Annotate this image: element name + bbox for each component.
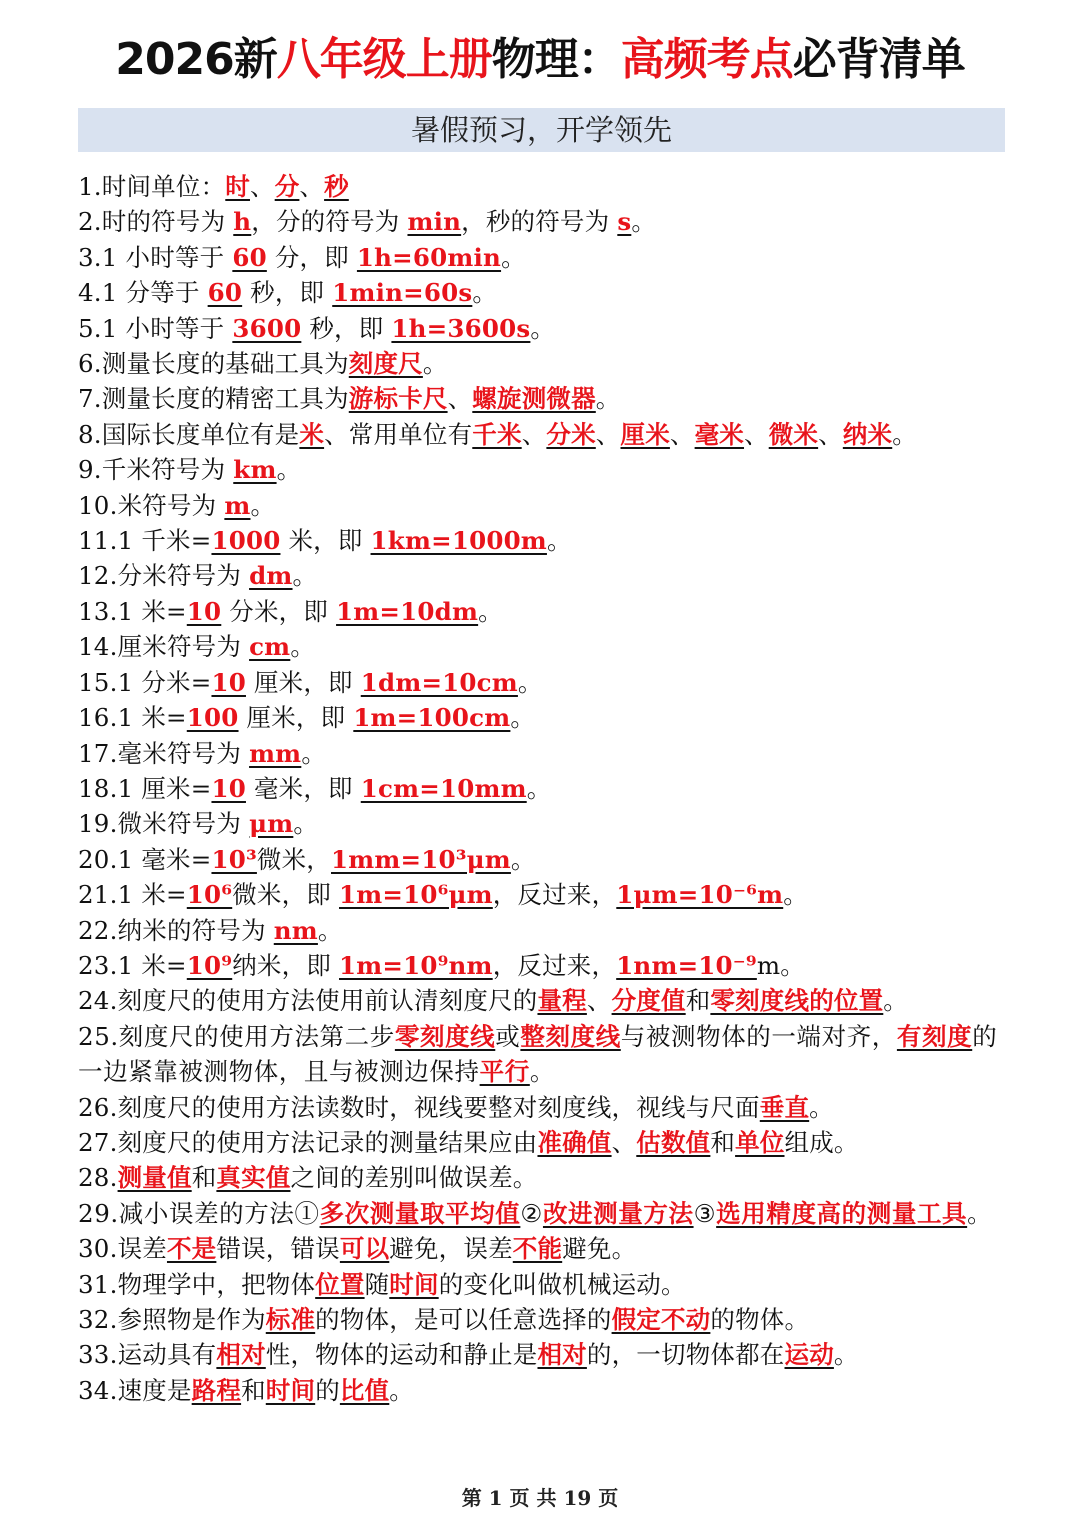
item-text: 、常用单位有 — [324, 419, 473, 449]
list-item — [78, 1231, 1008, 1266]
answer-blank: m — [224, 490, 251, 520]
answer-blank: 估数值 — [636, 1127, 711, 1157]
item-text: 微米， — [256, 844, 332, 874]
answer-blank: μm — [249, 809, 294, 839]
answer-blank: 毫米 — [694, 419, 745, 449]
answer-blank: 分米 — [546, 419, 596, 449]
answer-blank: 相对 — [216, 1340, 266, 1370]
item-text: ③ — [693, 1198, 717, 1228]
answer-blank: 选用精度高的测量工具 — [716, 1198, 968, 1228]
item-text: 性，物体的运动和静止是 — [265, 1340, 538, 1370]
list-item — [78, 169, 1008, 204]
answer-blank: 10 — [211, 667, 246, 697]
item-text: 1.时间单位： — [78, 172, 226, 201]
answer-blank: 可以 — [339, 1234, 390, 1264]
list-item — [78, 1337, 1008, 1372]
answer-blank: 纳米 — [842, 419, 893, 449]
list-item — [78, 665, 1008, 700]
answer-blank: 1nm=10⁻⁹ — [616, 950, 757, 980]
title-part-highlight: 八年级上册 — [276, 34, 492, 85]
list-item — [78, 736, 1008, 771]
item-text: 、 — [447, 384, 473, 414]
item-text: 、 — [299, 172, 325, 201]
item-text: 。 — [892, 419, 917, 449]
item-text: 21.1 米= — [78, 880, 187, 910]
answer-blank: 10 — [186, 596, 222, 626]
page-footer: 第 1 页 共 19 页 — [461, 1486, 619, 1510]
item-text: 。 — [833, 1340, 859, 1370]
item-text: 。 — [250, 490, 276, 520]
answer-blank: 单位 — [735, 1127, 785, 1157]
list-item — [78, 240, 1008, 275]
list-item — [78, 700, 1008, 735]
list-item — [78, 1090, 1008, 1125]
page-title — [0, 30, 1080, 90]
item-text: 30.误差 — [78, 1234, 167, 1264]
answer-blank: 秒 — [324, 172, 349, 201]
answer-blank: 1μm=10⁻⁶m — [616, 880, 784, 910]
item-text: 纳米，即 — [232, 950, 340, 980]
list-item — [78, 1019, 1008, 1090]
answer-blank: 螺旋测微器 — [472, 384, 596, 414]
item-text: 。 — [783, 880, 808, 910]
item-text: m。 — [756, 950, 805, 980]
item-text: 分米，即 — [221, 596, 337, 626]
answer-blank: 1h=60min — [356, 242, 502, 272]
answer-blank: 10³ — [211, 844, 257, 874]
item-text: 。 — [422, 349, 448, 379]
item-text: 、 — [595, 419, 621, 449]
item-text: 的一边紧靠被测物体，且与被测边保持 — [78, 1021, 998, 1087]
item-text: 28. — [78, 1163, 118, 1193]
item-text: 。 — [546, 526, 572, 556]
item-text: 。 — [501, 242, 526, 272]
answer-blank: 分度值 — [611, 986, 686, 1016]
list-item — [78, 1373, 1008, 1408]
answer-blank: 米 — [299, 419, 325, 449]
item-text: 避免。 — [562, 1234, 637, 1264]
item-text: 厘米，即 — [238, 703, 354, 733]
item-text: 。 — [517, 667, 543, 697]
answer-blank: h — [233, 207, 252, 237]
item-text: 、 — [744, 419, 769, 449]
knowledge-list — [78, 169, 1008, 1408]
item-text: 。 — [290, 632, 316, 662]
item-text: 。 — [631, 207, 657, 237]
list-item — [78, 204, 1008, 239]
item-text: 、 — [249, 172, 275, 201]
answer-blank: 准确值 — [537, 1127, 612, 1157]
item-text: 、 — [818, 419, 843, 449]
item-text: 。 — [530, 313, 556, 343]
answer-blank: 不是 — [166, 1234, 217, 1264]
item-text: 和 — [241, 1375, 266, 1405]
title-part-highlight: 高频考点 — [620, 34, 793, 85]
answer-blank: 运动 — [784, 1340, 834, 1370]
item-text: 避免，误差 — [389, 1234, 513, 1264]
answer-blank: 零刻度线 — [394, 1021, 496, 1051]
item-text: 毫米，即 — [245, 773, 361, 803]
item-text: 米，即 — [280, 526, 371, 556]
answer-blank: s — [617, 207, 632, 237]
list-item — [78, 452, 1008, 487]
item-text: 秒，即 — [242, 278, 333, 308]
answer-blank: dm — [249, 561, 293, 591]
item-text: 16.1 米= — [78, 703, 187, 733]
answer-blank: 1h=3600s — [391, 313, 531, 343]
item-text: 的，一切物体都在 — [586, 1340, 785, 1370]
item-text: 的物体。 — [710, 1305, 810, 1334]
item-text: 和 — [710, 1127, 736, 1157]
item-text: 17.毫米符号为 — [78, 738, 250, 768]
answer-blank: 游标卡尺 — [348, 384, 448, 414]
item-text: 24.刻度尺的使用方法使用前认清刻度尺的 — [78, 986, 538, 1016]
answer-blank: 1000 — [211, 526, 281, 556]
list-item — [78, 1125, 1008, 1160]
item-text: 26.刻度尺的使用方法读数时，视线要整对刻度线，视线与尺面 — [78, 1092, 760, 1122]
item-text: 厘米，即 — [245, 667, 361, 697]
answer-blank: 相对 — [537, 1340, 587, 1370]
item-text: 。 — [967, 1198, 993, 1228]
item-text: 25.刻度尺的使用方法第二步 — [78, 1021, 395, 1051]
item-text: 20.1 毫米= — [78, 844, 212, 874]
item-text: 9.千米符号为 — [78, 455, 234, 485]
answer-blank: 1cm=10mm — [360, 773, 527, 803]
list-item — [78, 1160, 1008, 1195]
item-text: 和 — [191, 1163, 217, 1193]
item-text: 错误，错误 — [216, 1234, 340, 1264]
item-text: 。 — [472, 278, 498, 308]
item-text: ，秒的符号为 — [461, 207, 618, 237]
item-text: 的 — [315, 1375, 340, 1405]
item-text: 12.分米符号为 — [78, 561, 250, 591]
item-text: ，反过来， — [492, 950, 617, 980]
item-text: 。 — [510, 703, 536, 733]
answer-blank: 微米 — [768, 419, 819, 449]
item-text: 。 — [526, 773, 552, 803]
answer-blank: 1m=10⁶μm — [339, 880, 493, 910]
answer-blank: 路程 — [191, 1375, 242, 1405]
item-text: 14.厘米符号为 — [78, 632, 250, 662]
item-text: 。 — [595, 384, 621, 414]
item-text: ，反过来， — [492, 880, 617, 910]
answer-blank: mm — [249, 738, 302, 768]
list-item — [78, 1267, 1008, 1302]
list-item — [78, 948, 1008, 983]
item-text: 的变化叫做机械运动。 — [438, 1269, 686, 1299]
item-text: 34.速度是 — [78, 1375, 192, 1405]
answer-blank: 千米 — [472, 419, 522, 449]
item-text: 。 — [317, 915, 343, 945]
item-text: 32.参照物是作为 — [78, 1305, 266, 1334]
title-part: 物理： — [491, 34, 621, 85]
list-item — [78, 806, 1008, 841]
answer-blank: 平行 — [479, 1057, 530, 1087]
answer-blank: 60 — [207, 278, 243, 308]
list-item — [78, 629, 1008, 664]
item-text: 8.国际长度单位有是 — [78, 419, 300, 449]
title-part: 2026新 — [115, 34, 277, 85]
item-text: 29.减小误差的方法① — [78, 1198, 320, 1228]
title-part: 必背清单 — [792, 34, 965, 85]
answer-blank: 1dm=10cm — [360, 667, 518, 697]
item-text: 7.测量长度的精密工具为 — [78, 384, 349, 414]
item-text: 秒，即 — [301, 313, 392, 343]
answer-blank: 10⁶ — [186, 880, 233, 910]
answer-blank: 分 — [274, 172, 300, 201]
item-text: 22.纳米的符号为 — [78, 915, 274, 945]
answer-blank: km — [233, 455, 277, 485]
list-item — [78, 523, 1008, 558]
item-text: 23.1 米= — [78, 950, 187, 980]
answer-blank: 量程 — [537, 986, 587, 1016]
item-text: 、 — [611, 1127, 637, 1157]
list-item — [78, 594, 1008, 629]
list-item — [78, 1302, 1008, 1337]
list-item — [78, 771, 1008, 806]
item-text: 和 — [685, 986, 711, 1016]
answer-blank: min — [407, 207, 462, 237]
item-text: 。 — [883, 986, 908, 1016]
answer-blank: 1km=1000m — [370, 526, 547, 556]
item-text: 33.运动具有 — [78, 1340, 217, 1370]
item-text: 。 — [301, 738, 327, 768]
item-text: 、 — [586, 986, 612, 1016]
answer-blank: 测量值 — [117, 1163, 192, 1193]
answer-blank: 假定不动 — [611, 1305, 711, 1334]
item-text: 。 — [809, 1092, 834, 1122]
answer-blank: 100 — [186, 703, 239, 733]
item-text: 。 — [389, 1375, 414, 1405]
item-text: 、 — [521, 419, 547, 449]
item-text: 2.时的符号为 — [78, 207, 234, 237]
answer-blank: 标准 — [265, 1305, 316, 1334]
answer-blank: 时 — [225, 172, 250, 201]
answer-blank: 零刻度线的位置 — [710, 986, 884, 1016]
list-item — [78, 311, 1008, 346]
answer-blank: 60 — [232, 242, 267, 272]
item-text: 10.米符号为 — [78, 490, 225, 520]
answer-blank: 位置 — [315, 1269, 365, 1299]
list-item — [78, 983, 1008, 1018]
list-item — [78, 842, 1008, 877]
item-text: 5.1 小时等于 — [78, 313, 233, 343]
list-item — [78, 417, 1008, 452]
list-item — [78, 913, 1008, 948]
answer-blank: 多次测量取平均值 — [319, 1198, 521, 1228]
item-text: 4.1 分等于 — [78, 278, 208, 308]
answer-blank: 时间 — [389, 1269, 439, 1299]
answer-blank: 整刻度线 — [520, 1021, 621, 1051]
answer-blank: 垂直 — [759, 1092, 810, 1122]
answer-blank: 10⁹ — [186, 950, 233, 980]
answer-blank: 1m=10⁹nm — [339, 950, 493, 980]
item-text: 27.刻度尺的使用方法记录的测量结果应由 — [78, 1127, 538, 1157]
item-text: 之间的差别叫做误差。 — [290, 1163, 538, 1193]
item-text: 。 — [276, 455, 302, 485]
answer-blank: cm — [249, 632, 291, 662]
answer-blank: 改进测量方法 — [542, 1198, 694, 1228]
item-text: 。 — [529, 1057, 555, 1087]
subtitle-banner: 暑假预习，开学领先 — [78, 108, 1005, 152]
answer-blank: 1mm=10³μm — [331, 844, 511, 874]
item-text: 随 — [364, 1269, 390, 1299]
answer-blank: nm — [273, 915, 318, 945]
item-text: 6.测量长度的基础工具为 — [78, 349, 349, 379]
item-text: 。 — [478, 596, 503, 626]
item-text: 19.微米符号为 — [78, 809, 250, 839]
item-text: 的物体，是可以任意选择的 — [315, 1305, 612, 1334]
item-text: 。 — [292, 561, 318, 591]
item-text: 。 — [510, 844, 536, 874]
item-text: 分，即 — [266, 242, 357, 272]
item-text: 11.1 千米= — [78, 526, 212, 556]
list-item — [78, 275, 1008, 310]
answer-blank: 真实值 — [216, 1163, 291, 1193]
item-text: 组成。 — [784, 1127, 859, 1157]
item-text: 。 — [293, 809, 319, 839]
list-item — [78, 1196, 1008, 1231]
list-item — [78, 488, 1008, 523]
answer-blank: 10 — [211, 773, 246, 803]
item-text: 31.物理学中，把物体 — [78, 1269, 316, 1299]
item-text: 微米，即 — [232, 880, 340, 910]
item-text: 18.1 厘米= — [78, 773, 212, 803]
answer-blank: 刻度尺 — [348, 349, 423, 379]
item-text: 3.1 小时等于 — [78, 242, 233, 272]
item-text: ，分的符号为 — [251, 207, 408, 237]
answer-blank: 有刻度 — [896, 1021, 973, 1051]
answer-blank: 时间 — [265, 1375, 316, 1405]
item-text: 或 — [495, 1021, 521, 1051]
item-text: 15.1 分米= — [78, 667, 212, 697]
answer-blank: 不能 — [512, 1234, 563, 1264]
answer-blank: 1m=10dm — [336, 596, 479, 626]
list-item — [78, 877, 1008, 912]
answer-blank: 1min=60s — [332, 278, 473, 308]
answer-blank: 厘米 — [620, 419, 670, 449]
answer-blank: 比值 — [339, 1375, 390, 1405]
item-text: 、 — [669, 419, 695, 449]
answer-blank: 3600 — [232, 313, 302, 343]
item-text: ② — [520, 1198, 543, 1228]
item-text: 13.1 米= — [78, 596, 187, 626]
answer-blank: 1m=100cm — [353, 703, 511, 733]
list-item — [78, 381, 1008, 416]
list-item — [78, 558, 1008, 593]
item-text: 与被测物体的一端对齐， — [620, 1021, 897, 1051]
list-item — [78, 346, 1008, 381]
